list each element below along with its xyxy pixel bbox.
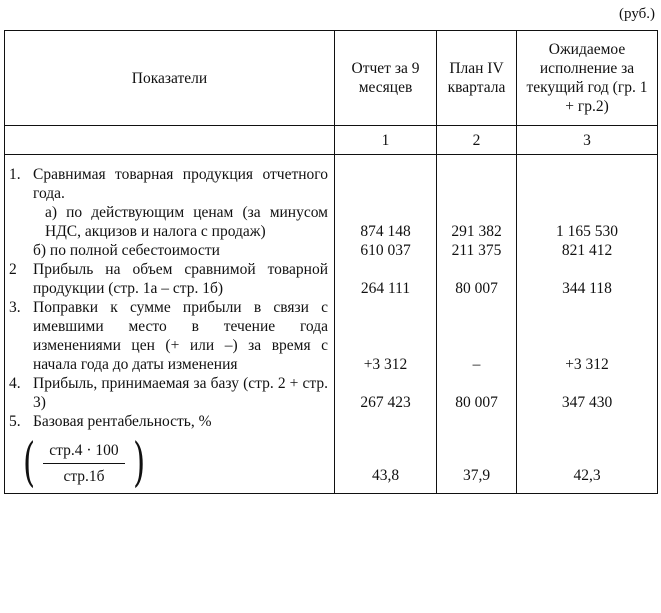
cell-value: +3 312 [335,298,437,374]
formula-numerator: стр.4 · 100 [43,441,124,464]
row-label: а) по действующим ценам (за минусом НДС, акцизов и налога с продаж) [45,204,328,240]
row-label: Поправки к сумме прибыли в связи с имевшими место в течение года изменениями цен (+ или –) за время с начала года до даты изменения [33,299,328,373]
header-plan-q4: План IV квартала [437,31,517,126]
row-number: 1. [9,166,21,183]
cell-value: 874 148 [335,203,437,241]
row-number: 2 [9,261,17,278]
header-report-9-months: Отчет за 9 месяцев [335,31,437,126]
table-row [5,241,658,260]
cell-value: +3 312 [517,298,658,374]
cell-value: 42,3 [517,412,658,494]
indicators-table [4,30,658,494]
cell-value: 291 382 [437,203,517,241]
header-indicators: Показатели [5,31,335,126]
header-number-empty [5,126,335,155]
formula-denominator: стр.1б [63,467,105,485]
col-number-2: 2 [437,126,517,155]
table-row [5,260,658,298]
currency-unit: (руб.) [619,6,655,22]
table-row [5,412,658,494]
cell-value: 264 111 [335,260,437,298]
cell-value: 821 412 [517,241,658,260]
cell-value: 43,8 [335,412,437,494]
right-paren-icon: ) [132,433,145,493]
row-label: Прибыль, принимаемая за базу (стр. 2 + стр. 3) [33,375,328,411]
row-label: Сравнимая товарная продукция отчетного года. [33,166,328,202]
cell-value: 37,9 [437,412,517,494]
header-expected-year: Ожидаемое исполнение за текущий год (гр. 1 + гр.2) [517,31,658,126]
row-number: 4. [9,375,21,392]
cell-value: 267 423 [335,374,437,412]
row-number: 3. [9,299,21,316]
table-row [5,298,658,374]
cell-value: 610 037 [335,241,437,260]
table-row [5,155,658,204]
row-number: 5. [9,413,21,430]
col-number-1: 1 [335,126,437,155]
row-label: Прибыль на объем сравнимой товарной продукции (стр. 1а – стр. 1б) [33,261,328,297]
cell-value: 347 430 [517,374,658,412]
table-row [5,203,658,241]
col-number-3: 3 [517,126,658,155]
cell-value: 80 007 [437,260,517,298]
rentability-formula [19,433,149,493]
cell-value: 211 375 [437,241,517,260]
left-paren-icon: ( [23,433,36,493]
cell-value: – [437,298,517,374]
cell-value: 1 165 530 [517,203,658,241]
cell-value: 344 118 [517,260,658,298]
row-label: б) по полной себестоимости [33,242,220,259]
cell-value: 80 007 [437,374,517,412]
table-row [5,374,658,412]
row-label: Базовая рентабельность, % [33,413,212,430]
